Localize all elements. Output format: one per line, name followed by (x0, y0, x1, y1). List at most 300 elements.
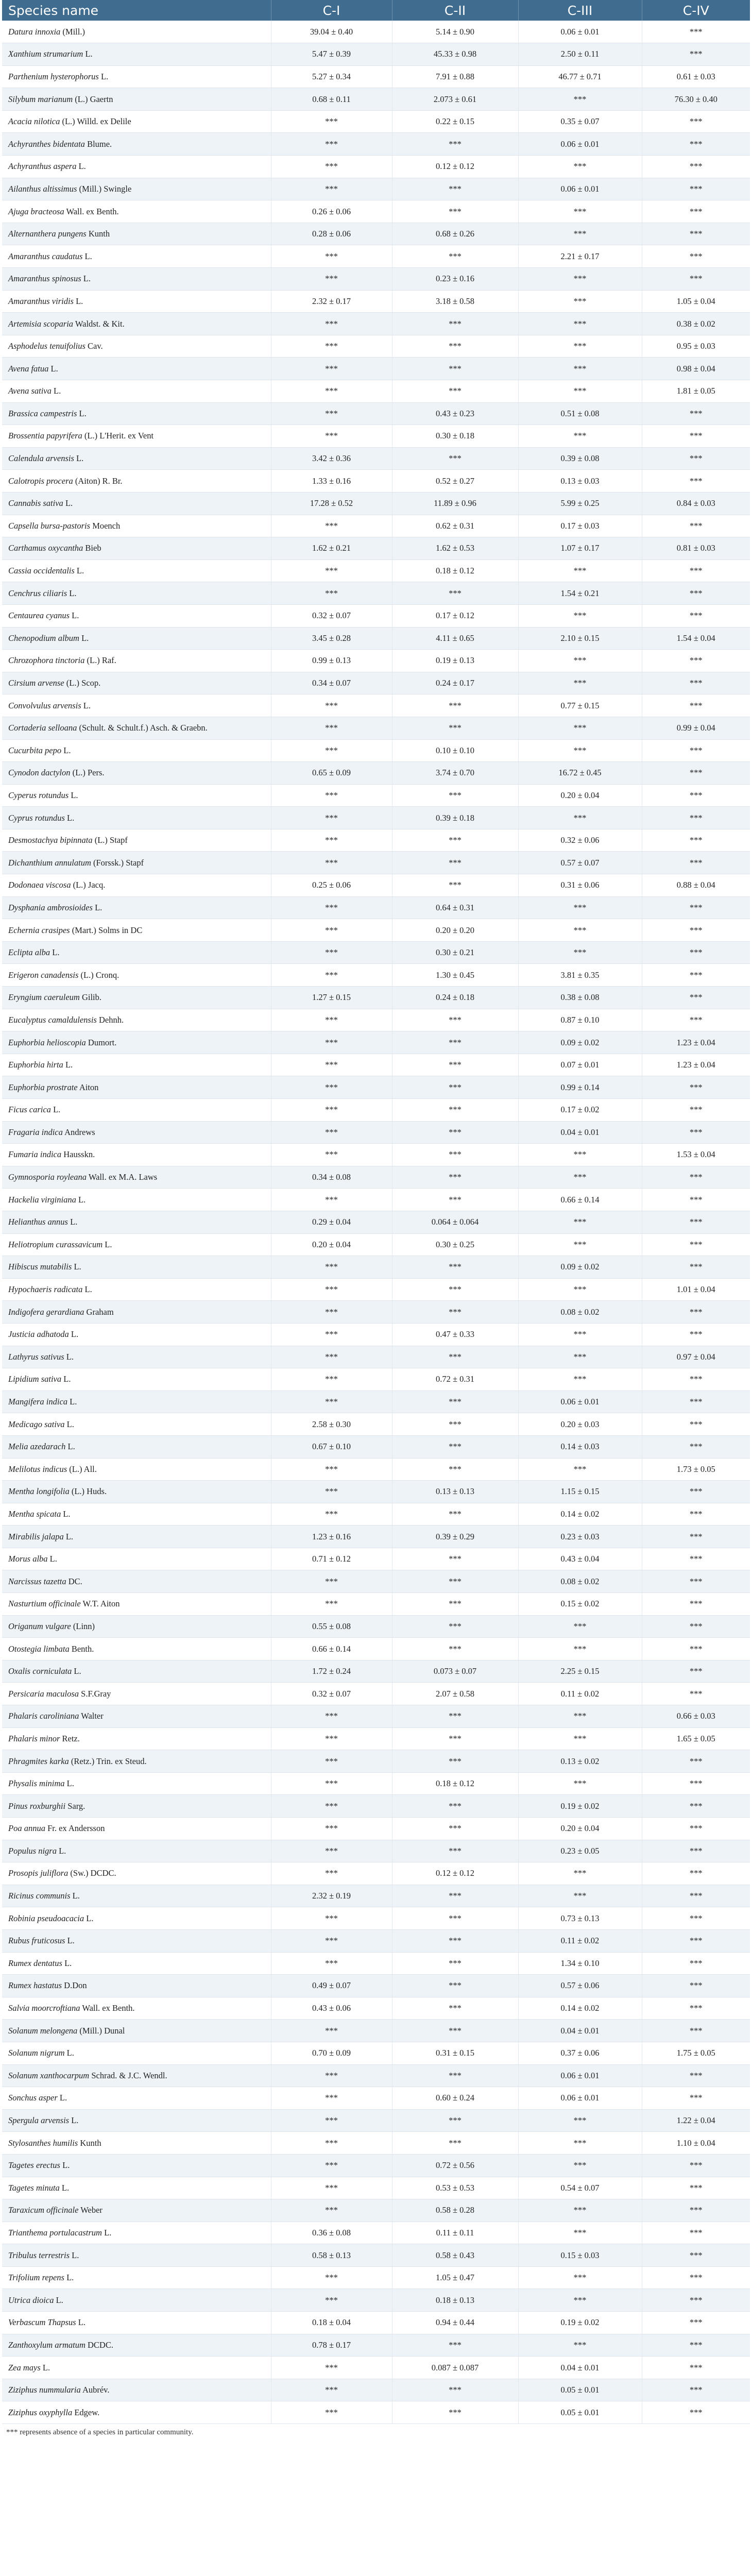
species-binomial: Heliotropium curassavicum (8, 1239, 103, 1249)
value-c-iv: *** (642, 245, 750, 268)
species-name-cell (2, 2222, 271, 2244)
species-binomial: Silybum marianum (8, 94, 73, 104)
species-binomial: Cannabis sativa (8, 498, 63, 509)
species-authority: Fr. ex Andersson (47, 1823, 105, 1834)
species-authority: L. (70, 1217, 78, 1227)
value-c-iii: 0.04 ± 0.01 (518, 1121, 642, 1144)
species-binomial: Solanum xanthocarpum (8, 2070, 90, 2080)
species-authority: L. (53, 386, 61, 396)
value-c-i: 17.28 ± 0.52 (271, 492, 392, 515)
value-c-iii: 0.54 ± 0.07 (518, 2177, 642, 2199)
header-c-ii: C-II (392, 0, 518, 21)
species-authority: Graham (86, 1307, 114, 1317)
value-c-iii: 1.54 ± 0.21 (518, 582, 642, 605)
value-c-ii: *** (392, 829, 518, 852)
species-name-cell (2, 2357, 271, 2379)
species-name-cell (2, 1526, 271, 1548)
value-c-i: *** (271, 2379, 392, 2401)
value-c-ii: *** (392, 335, 518, 358)
value-c-iv: 0.88 ± 0.04 (642, 874, 750, 897)
species-authority: L. (62, 2160, 70, 2171)
species-binomial: Verbascum Thapsus (8, 2317, 76, 2328)
table-row (2, 1705, 750, 1728)
value-c-iv: *** (642, 2199, 750, 2222)
species-name-cell (2, 1795, 271, 1818)
species-binomial: Utrica dioica (8, 2295, 54, 2305)
species-binomial: Stylosanthes humilis (8, 2138, 78, 2148)
value-c-i: *** (271, 380, 392, 403)
species-name-cell (2, 807, 271, 829)
species-binomial: Acacia nilotica (8, 116, 60, 127)
value-c-i: 3.45 ± 0.28 (271, 627, 392, 650)
value-c-i: *** (271, 1054, 392, 1076)
value-c-ii: *** (392, 1144, 518, 1166)
species-name-cell (2, 470, 271, 493)
value-c-iv: *** (642, 560, 750, 582)
value-c-i: *** (271, 1368, 392, 1391)
species-name-cell (2, 1570, 271, 1593)
value-c-iii: *** (518, 425, 642, 448)
table-row (2, 1997, 750, 2020)
species-authority: L. (65, 1531, 74, 1541)
value-c-i: 2.32 ± 0.19 (271, 1885, 392, 1907)
species-binomial: Morus alba (8, 1554, 48, 1564)
value-c-iii: *** (518, 223, 642, 245)
value-c-iii: *** (518, 290, 642, 313)
value-c-ii: *** (392, 1727, 518, 1750)
value-c-ii: 2.07 ± 0.58 (392, 1683, 518, 1705)
table-row (2, 1593, 750, 1616)
value-c-ii: *** (392, 313, 518, 335)
value-c-ii: *** (392, 1435, 518, 1458)
table-row (2, 784, 750, 807)
table-footnote: *** represents absence of a species in particular community. (6, 2428, 194, 2437)
value-c-iv: 1.53 ± 0.04 (642, 1144, 750, 1166)
value-c-iii: 0.20 ± 0.03 (518, 1413, 642, 1436)
species-name-cell (2, 829, 271, 852)
value-c-ii: 0.11 ± 0.11 (392, 2222, 518, 2244)
value-c-ii: *** (392, 2109, 518, 2132)
value-c-iv: *** (642, 964, 750, 987)
species-binomial: Zanthoxylum armatum (8, 2340, 86, 2350)
value-c-iii: *** (518, 739, 642, 762)
species-authority: Wall. ex Benth. (66, 206, 119, 216)
value-c-iv: 1.23 ± 0.04 (642, 1031, 750, 1054)
species-binomial: Cortaderia selloana (8, 723, 77, 733)
value-c-ii: 0.72 ± 0.56 (392, 2154, 518, 2177)
species-authority: L. (56, 2295, 63, 2305)
value-c-i: 0.58 ± 0.13 (271, 2244, 392, 2267)
species-authority: L. (71, 1329, 79, 1340)
species-authority: (L.) Gaertn (75, 94, 113, 104)
table-row (2, 2177, 750, 2199)
species-name-cell (2, 1727, 271, 1750)
value-c-iii: *** (518, 717, 642, 739)
species-authority: Wall. ex M.A. Laws (88, 1172, 158, 1182)
table-row (2, 807, 750, 829)
value-c-iv: *** (642, 2154, 750, 2177)
species-name-cell (2, 560, 271, 582)
value-c-iv: *** (642, 21, 750, 43)
value-c-iv: *** (642, 1435, 750, 1458)
value-c-iv: *** (642, 402, 750, 425)
species-authority: Dumort. (88, 1037, 117, 1047)
value-c-iv: *** (642, 1413, 750, 1436)
species-name-cell (2, 1705, 271, 1728)
species-binomial: Euphorbia helioscopia (8, 1037, 86, 1047)
species-binomial: Cynodon dactylon (8, 768, 71, 778)
species-name-cell (2, 313, 271, 335)
species-authority: Weber (80, 2205, 102, 2215)
value-c-iii: 0.07 ± 0.01 (518, 1054, 642, 1076)
species-authority: (L.) Raf. (87, 655, 116, 666)
value-c-iv: *** (642, 2064, 750, 2087)
value-c-iv: *** (642, 694, 750, 717)
species-name-cell (2, 1818, 271, 1840)
value-c-ii: *** (392, 358, 518, 380)
table-row (2, 65, 750, 88)
species-authority: L. (59, 1845, 66, 1856)
table-row (2, 2401, 750, 2424)
value-c-iv: *** (642, 1211, 750, 1233)
species-binomial: Mentha longifolia (8, 1486, 70, 1497)
species-binomial: Zea mays (8, 2362, 41, 2372)
value-c-i: *** (271, 2020, 392, 2042)
species-binomial: Ajuga bracteosa (8, 206, 64, 216)
value-c-i: *** (271, 2177, 392, 2199)
value-c-iv: *** (642, 1301, 750, 1324)
value-c-i: 2.32 ± 0.17 (271, 290, 392, 313)
species-authority: L. (74, 1262, 81, 1272)
value-c-iv: *** (642, 829, 750, 852)
value-c-iv: *** (642, 2266, 750, 2289)
table-row (2, 43, 750, 66)
value-c-i: 0.43 ± 0.06 (271, 1997, 392, 2020)
value-c-iii: *** (518, 672, 642, 694)
value-c-ii: *** (392, 1009, 518, 1031)
value-c-ii: *** (392, 1076, 518, 1099)
value-c-i: *** (271, 1772, 392, 1795)
value-c-iv: *** (642, 2177, 750, 2199)
value-c-iv: *** (642, 807, 750, 829)
value-c-iii: 0.09 ± 0.02 (518, 1256, 642, 1279)
value-c-iv: *** (642, 1929, 750, 1952)
value-c-iv: *** (642, 739, 750, 762)
table-row (2, 268, 750, 291)
species-authority: L. (53, 1105, 61, 1115)
species-binomial: Cyperus rotundus (8, 790, 69, 800)
species-authority: (L.) L'Herit. ex Vent (84, 431, 154, 441)
species-name-cell (2, 2020, 271, 2042)
species-authority: L. (72, 2250, 79, 2260)
species-name-cell (2, 268, 271, 291)
species-authority: L. (81, 633, 89, 643)
value-c-ii: *** (392, 1278, 518, 1301)
species-authority: L. (67, 1442, 75, 1452)
value-c-ii: *** (392, 1166, 518, 1189)
value-c-iii: *** (518, 2132, 642, 2155)
species-authority: Cav. (88, 341, 103, 351)
value-c-iv: *** (642, 1593, 750, 1616)
value-c-iv: *** (642, 1121, 750, 1144)
value-c-iii: *** (518, 941, 642, 964)
value-c-iv: *** (642, 2312, 750, 2334)
value-c-ii: 0.60 ± 0.24 (392, 2087, 518, 2110)
species-binomial: Pinus roxburghii (8, 1801, 66, 1811)
value-c-i: *** (271, 852, 392, 874)
value-c-i: 1.62 ± 0.21 (271, 537, 392, 560)
table-row (2, 717, 750, 739)
species-name-cell (2, 1840, 271, 1862)
value-c-ii: 1.05 ± 0.47 (392, 2266, 518, 2289)
table-row (2, 133, 750, 156)
species-binomial: Calotropis procera (8, 476, 73, 486)
species-binomial: Melilotus indicus (8, 1464, 67, 1474)
value-c-ii: 0.30 ± 0.18 (392, 425, 518, 448)
table-row (2, 2266, 750, 2289)
value-c-iii: 2.25 ± 0.15 (518, 1660, 642, 1683)
value-c-i: *** (271, 335, 392, 358)
value-c-i: *** (271, 1076, 392, 1099)
value-c-ii: 0.64 ± 0.31 (392, 896, 518, 919)
species-name-cell (2, 650, 271, 672)
species-binomial: Euphorbia hirta (8, 1060, 63, 1070)
value-c-iv: *** (642, 1638, 750, 1660)
value-c-iii: 0.08 ± 0.02 (518, 1570, 642, 1593)
species-name-cell (2, 1099, 271, 1122)
value-c-iii: 0.43 ± 0.04 (518, 1548, 642, 1570)
species-name-cell (2, 717, 271, 739)
value-c-iv: 1.23 ± 0.04 (642, 1054, 750, 1076)
species-binomial: Amaranthus caudatus (8, 251, 83, 261)
value-c-ii: 0.31 ± 0.15 (392, 2042, 518, 2064)
species-name-cell (2, 1233, 271, 1256)
value-c-ii: *** (392, 2064, 518, 2087)
value-c-i: *** (271, 1840, 392, 1862)
species-name-cell (2, 672, 271, 694)
value-c-ii: 3.18 ± 0.58 (392, 290, 518, 313)
table-row (2, 1166, 750, 1189)
value-c-i: *** (271, 717, 392, 739)
value-c-i: 0.49 ± 0.07 (271, 1975, 392, 1997)
value-c-i: *** (271, 2266, 392, 2289)
species-name-cell (2, 2334, 271, 2357)
species-binomial: Spergula arvensis (8, 2115, 70, 2126)
value-c-iv: *** (642, 1885, 750, 1907)
value-c-iii: 0.23 ± 0.03 (518, 1526, 642, 1548)
value-c-iv: *** (642, 1952, 750, 1975)
table-row (2, 402, 750, 425)
value-c-iv: *** (642, 425, 750, 448)
value-c-iv: *** (642, 2020, 750, 2042)
species-name-cell (2, 110, 271, 133)
value-c-ii: *** (392, 1458, 518, 1481)
species-authority: L. (49, 1554, 57, 1564)
value-c-iv: *** (642, 1615, 750, 1638)
value-c-iii: 0.17 ± 0.02 (518, 1099, 642, 1122)
value-c-iv: 76.30 ± 0.40 (642, 88, 750, 111)
table-row (2, 110, 750, 133)
value-c-ii: *** (392, 178, 518, 200)
value-c-i: *** (271, 2401, 392, 2424)
species-name-cell (2, 1346, 271, 1368)
species-name-cell (2, 987, 271, 1009)
species-binomial: Chrozophora tinctoria (8, 655, 85, 666)
species-authority: D.Don (64, 1980, 87, 1991)
species-binomial: Fumaria indica (8, 1149, 62, 1160)
table-row (2, 1301, 750, 1324)
value-c-iii: 0.37 ± 0.06 (518, 2042, 642, 2064)
value-c-iv: *** (642, 1391, 750, 1413)
value-c-i: *** (271, 1346, 392, 1368)
species-authority: L. (105, 1239, 112, 1249)
species-name-cell (2, 582, 271, 605)
species-name-cell (2, 2401, 271, 2424)
species-binomial: Tagetes erectus (8, 2160, 60, 2171)
value-c-i: 0.28 ± 0.06 (271, 223, 392, 245)
species-binomial: Cyprus rotundus (8, 812, 65, 823)
value-c-iv: *** (642, 2289, 750, 2312)
value-c-iii: 0.06 ± 0.01 (518, 178, 642, 200)
species-name-cell (2, 156, 271, 178)
value-c-iv: *** (642, 1526, 750, 1548)
value-c-iii: 46.77 ± 0.71 (518, 65, 642, 88)
value-c-iii: 0.05 ± 0.01 (518, 2379, 642, 2401)
value-c-iv: *** (642, 1233, 750, 1256)
table-row (2, 223, 750, 245)
species-authority: L. (104, 2227, 112, 2238)
species-binomial: Taraxicum officinale (8, 2205, 79, 2215)
species-binomial: Ziziphus nummularia (8, 2385, 81, 2395)
species-authority: Schrad. & J.C. Wendl. (91, 2070, 167, 2080)
table-row (2, 1121, 750, 1144)
value-c-ii: *** (392, 852, 518, 874)
species-binomial: Asphodelus tenuifolius (8, 341, 86, 351)
species-binomial: Justicia adhatoda (8, 1329, 69, 1340)
value-c-ii: 0.24 ± 0.18 (392, 987, 518, 1009)
table-row (2, 604, 750, 627)
value-c-i: *** (271, 1278, 392, 1301)
value-c-ii: 0.13 ± 0.13 (392, 1481, 518, 1503)
species-binomial: Hypochaeris radicata (8, 1284, 83, 1295)
table-row (2, 2109, 750, 2132)
value-c-ii: 0.087 ± 0.087 (392, 2357, 518, 2379)
value-c-i: *** (271, 402, 392, 425)
value-c-ii: *** (392, 1054, 518, 1076)
value-c-iii: 0.09 ± 0.02 (518, 1031, 642, 1054)
species-authority: L. (84, 251, 92, 261)
value-c-iii: 0.06 ± 0.01 (518, 21, 642, 43)
value-c-ii: *** (392, 1301, 518, 1324)
value-c-ii: *** (392, 1705, 518, 1728)
species-binomial: Nasturtium officinale (8, 1599, 81, 1609)
species-binomial: Phalaris caroliniana (8, 1711, 79, 1721)
table-row (2, 2289, 750, 2312)
value-c-ii: *** (392, 1750, 518, 1773)
value-c-iii: 0.77 ± 0.15 (518, 694, 642, 717)
value-c-iv: *** (642, 2222, 750, 2244)
species-name-cell (2, 1481, 271, 1503)
table-row (2, 2199, 750, 2222)
value-c-iii: *** (518, 2199, 642, 2222)
value-c-iii: 0.11 ± 0.02 (518, 1683, 642, 1705)
species-name-cell (2, 941, 271, 964)
table-row (2, 1031, 750, 1054)
species-name-cell (2, 1144, 271, 1166)
value-c-iii: *** (518, 2334, 642, 2357)
value-c-i: *** (271, 964, 392, 987)
value-c-iii: 0.19 ± 0.02 (518, 2312, 642, 2334)
value-c-i: *** (271, 560, 392, 582)
value-c-ii: *** (392, 1952, 518, 1975)
table-row (2, 1435, 750, 1458)
value-c-iv: *** (642, 1503, 750, 1526)
table-row (2, 515, 750, 537)
value-c-iv: *** (642, 110, 750, 133)
value-c-iv: *** (642, 1772, 750, 1795)
value-c-i: *** (271, 178, 392, 200)
value-c-ii: *** (392, 2379, 518, 2401)
species-name-cell (2, 1031, 271, 1054)
value-c-iv: 0.99 ± 0.04 (642, 717, 750, 739)
table-row (2, 762, 750, 785)
value-c-iii: *** (518, 1368, 642, 1391)
value-c-i: *** (271, 1481, 392, 1503)
table-row (2, 650, 750, 672)
species-authority: L. (63, 1374, 71, 1384)
value-c-i: *** (271, 2087, 392, 2110)
value-c-iv: 1.05 ± 0.04 (642, 290, 750, 313)
species-authority: L. (78, 2317, 86, 2328)
table-row (2, 290, 750, 313)
table-row (2, 941, 750, 964)
table-row (2, 1233, 750, 1256)
table-row (2, 1458, 750, 1481)
species-name-cell (2, 133, 271, 156)
species-name-cell (2, 402, 271, 425)
header-c-iv: C-IV (642, 0, 750, 21)
value-c-i: 0.68 ± 0.11 (271, 88, 392, 111)
table-row (2, 1840, 750, 1862)
table-row (2, 21, 750, 43)
value-c-ii: 0.20 ± 0.20 (392, 919, 518, 942)
value-c-iii: 0.13 ± 0.03 (518, 470, 642, 493)
species-name-cell (2, 1683, 271, 1705)
species-name-cell (2, 537, 271, 560)
value-c-ii: *** (392, 1189, 518, 1211)
value-c-ii: *** (392, 1548, 518, 1570)
value-c-iv: *** (642, 1570, 750, 1593)
value-c-iii: *** (518, 1638, 642, 1660)
value-c-iv: 1.01 ± 0.04 (642, 1278, 750, 1301)
species-name-cell (2, 2312, 271, 2334)
table-row (2, 560, 750, 582)
value-c-i: 0.25 ± 0.06 (271, 874, 392, 897)
species-authority: Kunth (88, 229, 110, 239)
table-row (2, 829, 750, 852)
value-c-i: *** (271, 515, 392, 537)
species-binomial: Lathyrus sativus (8, 1351, 64, 1362)
species-name-cell (2, 739, 271, 762)
species-name-cell (2, 1256, 271, 1279)
species-authority: L. (78, 161, 86, 172)
table-row (2, 1526, 750, 1548)
value-c-iii: *** (518, 1346, 642, 1368)
species-authority: L. (76, 566, 84, 576)
species-binomial: Populus nigra (8, 1845, 57, 1856)
species-name-cell (2, 2199, 271, 2222)
species-authority: (Linn) (73, 1621, 95, 1631)
